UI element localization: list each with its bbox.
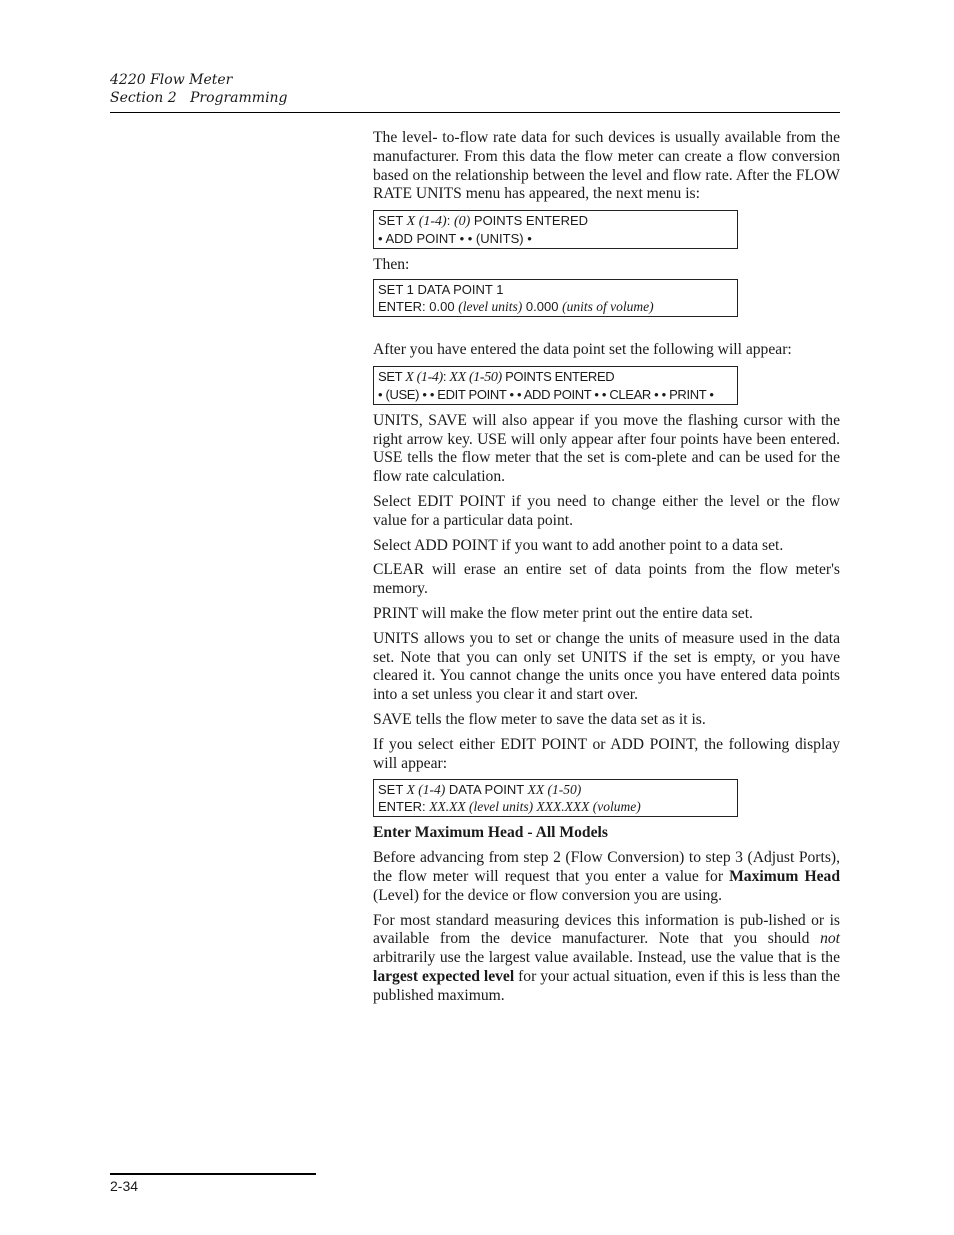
display-box-data-point xyxy=(373,279,738,317)
paragraph-maximum-head: Before advancing from step 2 (Flow Conversion) to step 3 (Adjust Ports), the flow meter will request that you enter a value for Maximum Head (Level) for the device or flow conversion you are using. xyxy=(373,849,840,904)
display-line-2: • ADD POINT • • (UNITS) • xyxy=(378,231,532,247)
header-rule xyxy=(110,112,840,113)
header-section: Section 2 Programming xyxy=(110,90,288,106)
display-box-points-entered xyxy=(373,210,738,249)
display-line-1: SET 1 DATA POINT 1 xyxy=(378,281,504,297)
display-line-2: • (USE) • • EDIT POINT • • ADD POINT • • CLEAR • • PRINT • xyxy=(378,386,714,402)
paragraph-edit-add: If you select either EDIT POINT or ADD POINT, the following display will appear: xyxy=(373,735,840,772)
paragraph-units: UNITS allows you to set or change the units of measure used in the data set. Note that you can only set UNITS if the set is empty, or you have cleared it. You cannot change the units once you have entered data points into a set unless you clear it and start over. xyxy=(373,629,840,704)
page-number: 2-34 xyxy=(110,1178,139,1194)
display-line-2: ENTER: 0.00 (level units) 0.000 (units of volume) xyxy=(378,298,654,314)
paragraph-intro: The level- to-flow rate data for such devices is usually available from the manufacturer. From this data the flow meter can create a flow conversion based on the relationship between the level and flow rate. After the FLOW RATE UNITS menu has appeared, the next menu is: xyxy=(373,129,840,203)
display-line-1: SET X (1-4) DATA POINT XX (1-50) xyxy=(378,782,582,798)
header-title: 4220 Flow Meter xyxy=(110,72,233,88)
paragraph-save: SAVE tells the flow meter to save the data set as it is. xyxy=(373,710,706,728)
display-line-1: SET X (1-4): (0) POINTS ENTERED xyxy=(378,213,589,230)
footer-rule xyxy=(110,1173,316,1175)
running-header xyxy=(110,71,288,107)
paragraph-after-entered: After you have entered the data point set the following will appear: xyxy=(373,340,792,358)
display-box-set-menu xyxy=(373,366,738,405)
paragraph-add-point: Select ADD POINT if you want to add another point to a data set. xyxy=(373,536,784,554)
paragraph-units-save: UNITS, SAVE will also appear if you move the flashing cursor with the right arrow key. USE will only appear after four points have been entered. USE tells the flow meter that the set is com-plete and can be used for the flow rate calculation. xyxy=(373,411,840,486)
section-heading: Enter Maximum Head - All Models xyxy=(373,824,608,842)
display-line-1: SET X (1-4): XX (1-50) POINTS ENTERED xyxy=(378,368,615,385)
paragraph-edit-point: Select EDIT POINT if you need to change either the level or the flow value for a particular data point. xyxy=(373,492,840,529)
display-box-enter-point xyxy=(373,779,738,817)
main-column xyxy=(373,129,840,1012)
paragraph-print: PRINT will make the flow meter print out the entire data set. xyxy=(373,604,753,622)
display-line-2: ENTER: XX.XX (level units) XXX.XXX (volume) xyxy=(378,799,641,815)
paragraph-standard-devices: For most standard measuring devices this information is pub-lished or is available from the device manufacturer. Note that you should not arbitrarily use the largest value available. Instead, use the value that is the largest expected level for your actual situation, even if this is less than the published maximum. xyxy=(373,911,840,1004)
paragraph-then: Then: xyxy=(373,256,410,274)
spacer xyxy=(373,324,840,341)
paragraph-clear: CLEAR will erase an entire set of data points from the flow meter's memory. xyxy=(373,561,840,598)
